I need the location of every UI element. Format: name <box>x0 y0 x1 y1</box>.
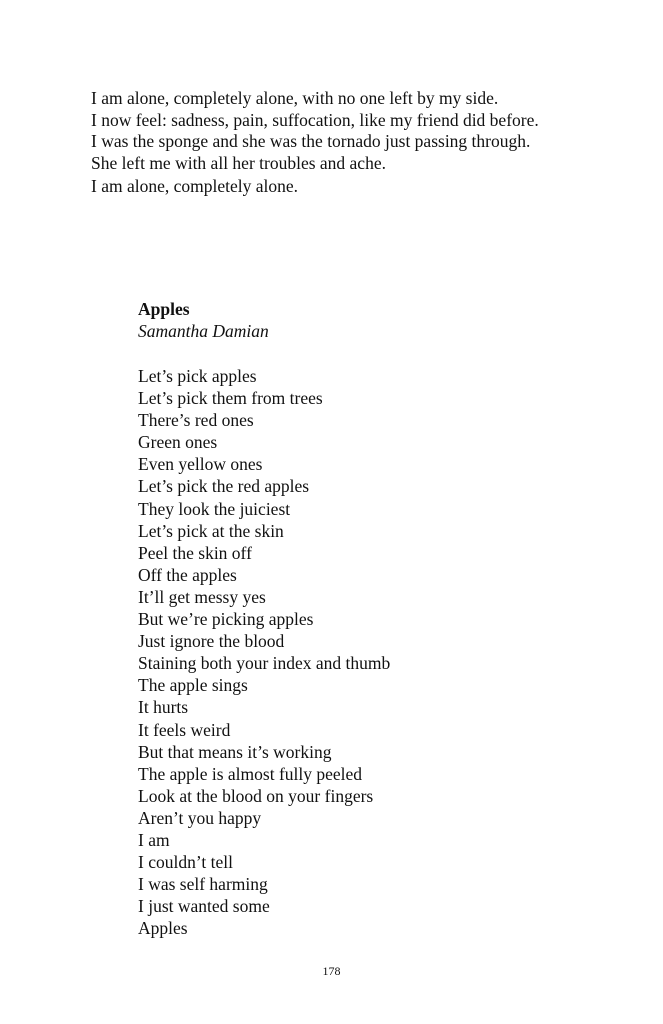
poem-line: I just wanted some <box>138 896 270 917</box>
poem-line: They look the juiciest <box>138 498 291 519</box>
poem-line: I am alone, completely alone. <box>91 176 299 197</box>
poem-body <box>138 365 598 939</box>
poem-line: I now feel: sadness, pain, suffocation, like my friend did before. <box>91 109 539 130</box>
poem-line: It’ll get messy yes <box>138 586 266 607</box>
page-number: 178 <box>322 964 341 978</box>
poem-line: I am alone, completely alone, with no one left by my side. <box>91 88 499 108</box>
poem-line: Let’s pick at the skin <box>138 520 284 541</box>
poem-line: Just ignore the blood <box>138 631 285 652</box>
poem-line: I was the sponge and she was the tornado just passing through. <box>91 131 531 152</box>
poem-line: There’s red ones <box>138 410 254 431</box>
poem-line: The apple sings <box>138 675 248 696</box>
poem-line: I was self harming <box>138 874 268 895</box>
poem-line: It feels weird <box>138 719 231 740</box>
poem-line: The apple is almost fully peeled <box>138 763 363 784</box>
poem-line: Staining both your index and thumb <box>138 653 391 674</box>
poem-line: Even yellow ones <box>138 454 263 475</box>
poem-title: Apples <box>138 299 190 319</box>
poem-line: Off the apples <box>138 564 237 585</box>
poem-line: Peel the skin off <box>138 542 252 563</box>
poem-author: Samantha Damian <box>138 321 269 341</box>
poem-line: Let’s pick them from trees <box>138 388 323 409</box>
poem-line: But we’re picking apples <box>138 609 314 630</box>
poem-apples <box>138 298 598 939</box>
previous-poem-ending <box>91 88 631 198</box>
poem-line: Look at the blood on your fingers <box>138 785 374 806</box>
poem-line: But that means it’s working <box>138 741 332 762</box>
poem-line: Let’s pick the red apples <box>138 476 310 497</box>
poem-line: Let’s pick apples <box>138 366 257 386</box>
poem-line: I am <box>138 829 170 850</box>
poem-line: Aren’t you happy <box>138 807 262 828</box>
poem-line: Apples <box>138 918 188 939</box>
poem-line: I couldn’t tell <box>138 852 233 873</box>
poem-line: It hurts <box>138 697 189 718</box>
poem-line: She left me with all her troubles and ache. <box>91 152 386 173</box>
poem-line: Green ones <box>138 432 218 453</box>
